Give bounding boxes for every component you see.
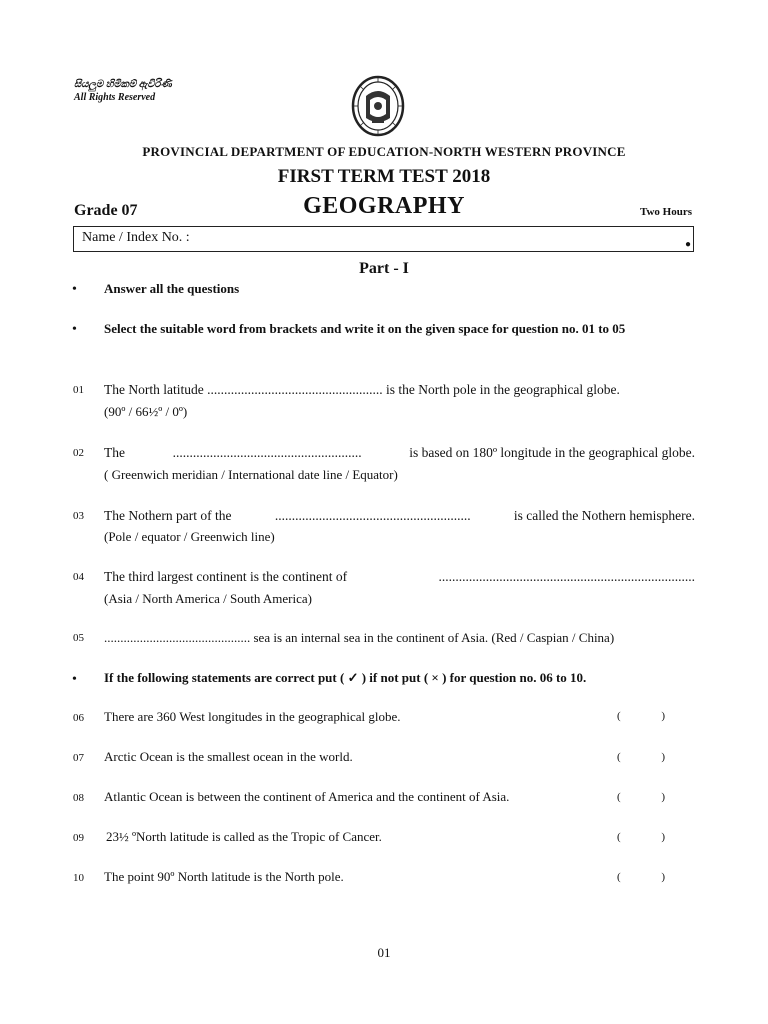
answer-blank[interactable]: ............................................................................ <box>438 569 695 584</box>
question-01-options: (90º / 66½º / 0º) <box>104 404 188 419</box>
question-number: 08 <box>73 792 84 804</box>
answer-box[interactable]: ( ) <box>617 871 665 883</box>
copyright-notice <box>74 78 172 104</box>
answer-blank[interactable]: ............................................. <box>104 630 251 645</box>
copyright-english: All Rights Reserved <box>74 92 156 103</box>
bullet-icon: • <box>72 672 77 687</box>
question-number: 10 <box>73 872 84 884</box>
question-number: 07 <box>73 752 84 764</box>
provincial-emblem-icon <box>350 74 406 140</box>
name-index-field[interactable] <box>73 226 694 252</box>
department-name: PROVINCIAL DEPARTMENT OF EDUCATION-NORTH WESTERN PROVINCE <box>142 144 626 159</box>
answer-box[interactable]: ( ) <box>617 831 665 843</box>
question-09-text: 23½ ºNorth latitude is called as the Tropic of Cancer. <box>106 829 382 844</box>
answer-blank[interactable]: ........................................................ <box>172 445 362 460</box>
answer-box[interactable]: ( ) <box>617 791 665 803</box>
test-title: FIRST TERM TEST 2018 <box>277 166 491 187</box>
question-04-text: The third largest continent is the continent of ............................................................................ <box>104 566 695 587</box>
answer-box[interactable]: ( ) <box>617 710 665 722</box>
grade-label: Grade 07 <box>74 202 138 219</box>
question-03-text: The Nothern part of the .......................................................... is called the Nothern hemisphere. <box>104 505 695 526</box>
question-05-text: ............................................. sea is an internal sea in the continent of Asia. (Red / Caspian / China) <box>104 630 615 645</box>
page-number: 01 <box>377 945 391 960</box>
bullet-icon: • <box>72 282 77 297</box>
question-07-text: Arctic Ocean is the smallest ocean in the world. <box>104 749 353 764</box>
part-title: Part - I <box>359 260 409 277</box>
answer-box[interactable]: ( ) <box>617 751 665 763</box>
bullet-icon: • <box>72 322 77 337</box>
instruction-select-word: Select the suitable word from brackets and write it on the given space for question no. 01 to 05 <box>104 321 626 336</box>
question-number: 02 <box>73 447 84 459</box>
question-06-text: There are 360 West longitudes in the geographical globe. <box>104 709 401 724</box>
question-number: 01 <box>73 384 84 396</box>
question-number: 09 <box>73 832 84 844</box>
question-number: 05 <box>73 632 84 644</box>
question-03-options: (Pole / equator / Greenwich line) <box>104 529 275 544</box>
duration-label: Two Hours <box>639 206 692 218</box>
question-10-text: The point 90º North latitude is the North pole. <box>104 869 344 884</box>
question-02-text: The ........................................................ is based on 180º longitude in the geographical globe. <box>104 442 695 463</box>
question-01-text: The North latitude .................................................... is the North pole in the geographical globe. <box>104 382 620 397</box>
subject-title: GEOGRAPHY <box>303 193 465 219</box>
answer-blank[interactable]: .......................................................... <box>274 508 471 523</box>
question-08-text: Atlantic Ocean is between the continent of America and the continent of Asia. <box>104 789 510 804</box>
dot-mark-icon: ● <box>684 239 691 250</box>
instruction-answer-all: Answer all the questions <box>104 281 240 296</box>
copyright-sinhala: සියලුම හිමිකම් ඇවිරිණි <box>74 79 172 90</box>
question-number: 04 <box>73 571 84 583</box>
instruction-tick-cross: If the following statements are correct put ( ✓ ) if not put ( × ) for question no. 06 to 10. <box>104 670 587 685</box>
question-number: 06 <box>73 712 84 724</box>
question-02-options: ( Greenwich meridian / International date line / Equator) <box>104 467 398 482</box>
question-number: 03 <box>73 510 84 522</box>
question-04-options: (Asia / North America / South America) <box>104 591 312 606</box>
answer-blank[interactable]: .................................................... <box>207 382 383 397</box>
name-index-label: Name / Index No. : <box>82 230 190 245</box>
